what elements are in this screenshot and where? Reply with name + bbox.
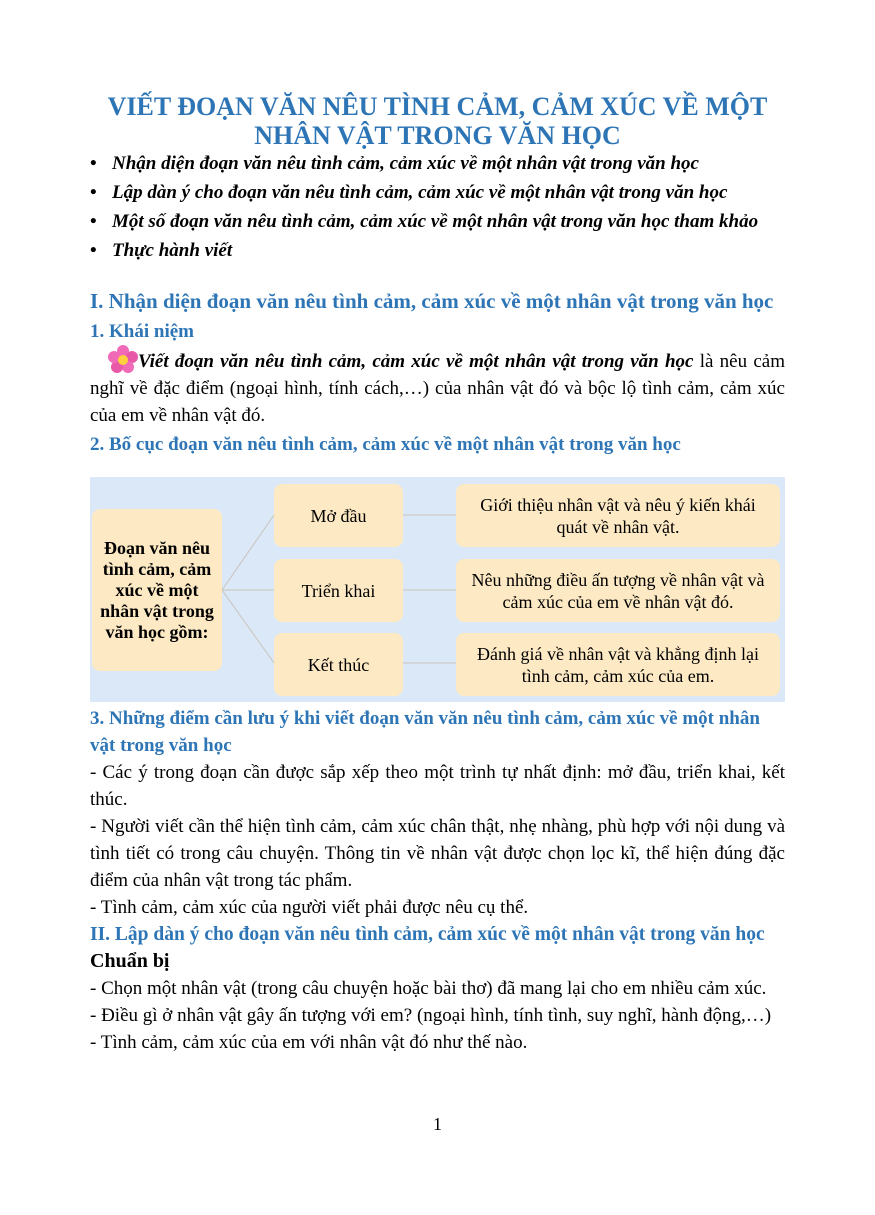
list-item: - Chọn một nhân vật (trong câu chuyện hoặc bài thơ) đã mang lại cho em nhiều cảm xúc. <box>90 978 767 999</box>
page-title: VIẾT ĐOẠN VĂN NÊU TÌNH CẢM, CẢM XÚC VỀ MỘT NHÂN VẬT TRONG VĂN HỌC <box>107 92 768 150</box>
notes-section <box>90 705 785 1056</box>
objectives-list <box>90 149 785 265</box>
diagram-part-end: Kết thúc <box>274 633 403 696</box>
list-item: • Thực hành viết <box>90 240 233 261</box>
prep-heading: Chuẩn bị <box>90 950 170 972</box>
section-1-heading: I. Nhận diện đoạn văn nêu tình cảm, cảm xúc về một nhân vật trong văn học <box>90 289 774 313</box>
list-item: - Tình cảm, cảm xúc của em với nhân vật đó như thế nào. <box>90 1032 528 1053</box>
list-item: - Điều gì ở nhân vật gây ấn tượng với em? (ngoại hình, tính tình, suy nghĩ, hành động,…) <box>90 1005 772 1026</box>
diagram-root: Đoạn văn nêu tình cảm, cảm xúc về một nhân vật trong văn học gồm: <box>92 509 222 671</box>
diagram-detail-open: Giới thiệu nhân vật và nêu ý kiến khái quát về nhân vật. <box>456 484 780 547</box>
notes-heading: 3. Những điểm cần lưu ý khi viết đoạn văn văn nêu tình cảm, cảm xúc về một nhân vật trong văn học <box>90 708 760 756</box>
structure-diagram <box>90 477 785 702</box>
diagram-detail-end: Đánh giá về nhân vật và khẳng định lại tình cảm, cảm xúc của em. <box>456 633 780 696</box>
list-item: - Tình cảm, cảm xúc của người viết phải được nêu cụ thể. <box>90 897 529 918</box>
concept-paragraph: Viết đoạn văn nêu tình cảm, cảm xúc về một nhân vật trong văn học là nêu cảm nghĩ về đặc điểm (ngoại hình, tính cách,…) của nhân vật đó và bộc lộ tình cảm, cảm xúc của em về nhân vật đó. <box>90 345 785 429</box>
flower-icon <box>108 345 138 373</box>
diagram-detail-body: Nêu những điều ấn tượng về nhân vật và cảm xúc của em về nhân vật đó. <box>456 559 780 622</box>
list-item: • Lập dàn ý cho đoạn văn nêu tình cảm, cảm xúc về một nhân vật trong văn học <box>90 182 728 203</box>
diagram-part-body: Triển khai <box>274 559 403 622</box>
list-item: - Các ý trong đoạn cần được sắp xếp theo một trình tự nhất định: mở đầu, triển khai, kết thúc. <box>90 762 785 810</box>
diagram-part-open: Mở đầu <box>274 484 403 547</box>
layout-heading: 2. Bố cục đoạn văn nêu tình cảm, cảm xúc về một nhân vật trong văn học <box>90 434 681 455</box>
concept-heading: 1. Khái niệm <box>90 321 194 342</box>
section-1 <box>90 287 785 458</box>
section-2-heading: II. Lập dàn ý cho đoạn văn nêu tình cảm, cảm xúc về một nhân vật trong văn học <box>90 924 765 945</box>
list-item: • Nhận diện đoạn văn nêu tình cảm, cảm xúc về một nhân vật trong văn học <box>90 153 699 174</box>
page-number: 1 <box>433 1114 442 1134</box>
list-item: - Người viết cần thể hiện tình cảm, cảm xúc chân thật, nhẹ nhàng, phù hợp với nội dung và tình tiết có trong câu chuyện. Thông tin về nhân vật được chọn lọc kĩ, thể hiện đúng đặc điểm của nhân vật trong tác phẩm. <box>90 816 785 891</box>
list-item: • Một số đoạn văn nêu tình cảm, cảm xúc về một nhân vật trong văn học tham khảo <box>90 211 759 232</box>
